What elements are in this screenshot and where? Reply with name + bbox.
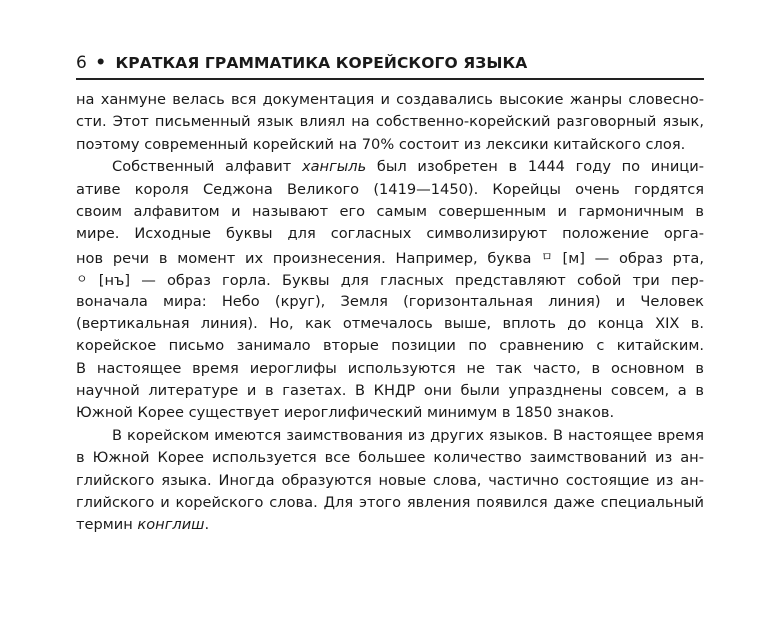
- jamo-ieung: ㅇ: [76, 272, 88, 287]
- text-line: воначала мира: Небо (круг), Земля (горизонтальная линия) и Человек: [76, 292, 704, 310]
- text-line: ативе короля Седжона Великого (1419—1450). Корейцы очень гордятся: [76, 180, 704, 198]
- page-number: 6: [76, 53, 87, 73]
- text-line: на ханмуне велась вся документация и создавались высокие жанры словесно-: [76, 91, 704, 108]
- text-line: корейское письмо занимало вторые позиции по сравнению с китайским.: [76, 337, 704, 355]
- header-bullet: •: [95, 53, 107, 73]
- body-text: [76, 89, 704, 537]
- text-line: сти. Этот письменный язык влиял на собственно-корейский разговорный язык,: [76, 113, 704, 131]
- term-konglish: конглиш: [137, 516, 205, 534]
- text-line: глийского и корейского слова. Для этого явления появился даже специальный: [76, 494, 704, 512]
- text-line: Собственный алфавит хангыль был изобретен в 1444 году по иници-: [112, 158, 704, 176]
- text-line: мире. Исходные буквы для согласных символизируют положение орга-: [76, 225, 704, 243]
- text-line: поэтому современный корейский на 70% состоит из лексики китайского слоя.: [76, 135, 686, 153]
- text-line: Южной Корее существует иероглифический минимум в 1850 знаков.: [76, 404, 615, 422]
- running-title: КРАТКАЯ ГРАММАТИКА КОРЕЙСКОГО ЯЗЫКА: [115, 54, 528, 72]
- text-line: термин конглиш.: [76, 516, 210, 534]
- text-line: ㅇ [нъ] — образ горла. Буквы для гласных представляют собой три пер-: [76, 272, 704, 290]
- running-header: [76, 52, 704, 74]
- text-line: В корейском имеются заимствования из других языков. В настоящее время: [112, 426, 704, 444]
- text-line: в Южной Корее используется все большее количество заимствований из ан-: [76, 449, 704, 467]
- text-line: своим алфавитом и называют его самым совершенным и гармоничным в: [76, 202, 704, 220]
- term-hangul: хангыль: [301, 158, 367, 176]
- text-line: нов речи в момент их произнесения. Например, буква ㅁ [м] — образ рта,: [76, 249, 704, 267]
- text-line: научной литературе и в газетах. В КНДР они были упразднены совсем, а в: [76, 382, 704, 400]
- text-line: глийского языка. Иногда образуются новые слова, частично состоящие из ан-: [76, 471, 704, 489]
- text-line: В настоящее время иероглифы используются не так часто, в основном в: [76, 359, 704, 377]
- jamo-mieum: ㅁ: [541, 249, 553, 264]
- text-line: (вертикальная линия). Но, как отмечалось выше, вплоть до конца XIX в.: [76, 314, 704, 332]
- header-rule: [76, 78, 704, 80]
